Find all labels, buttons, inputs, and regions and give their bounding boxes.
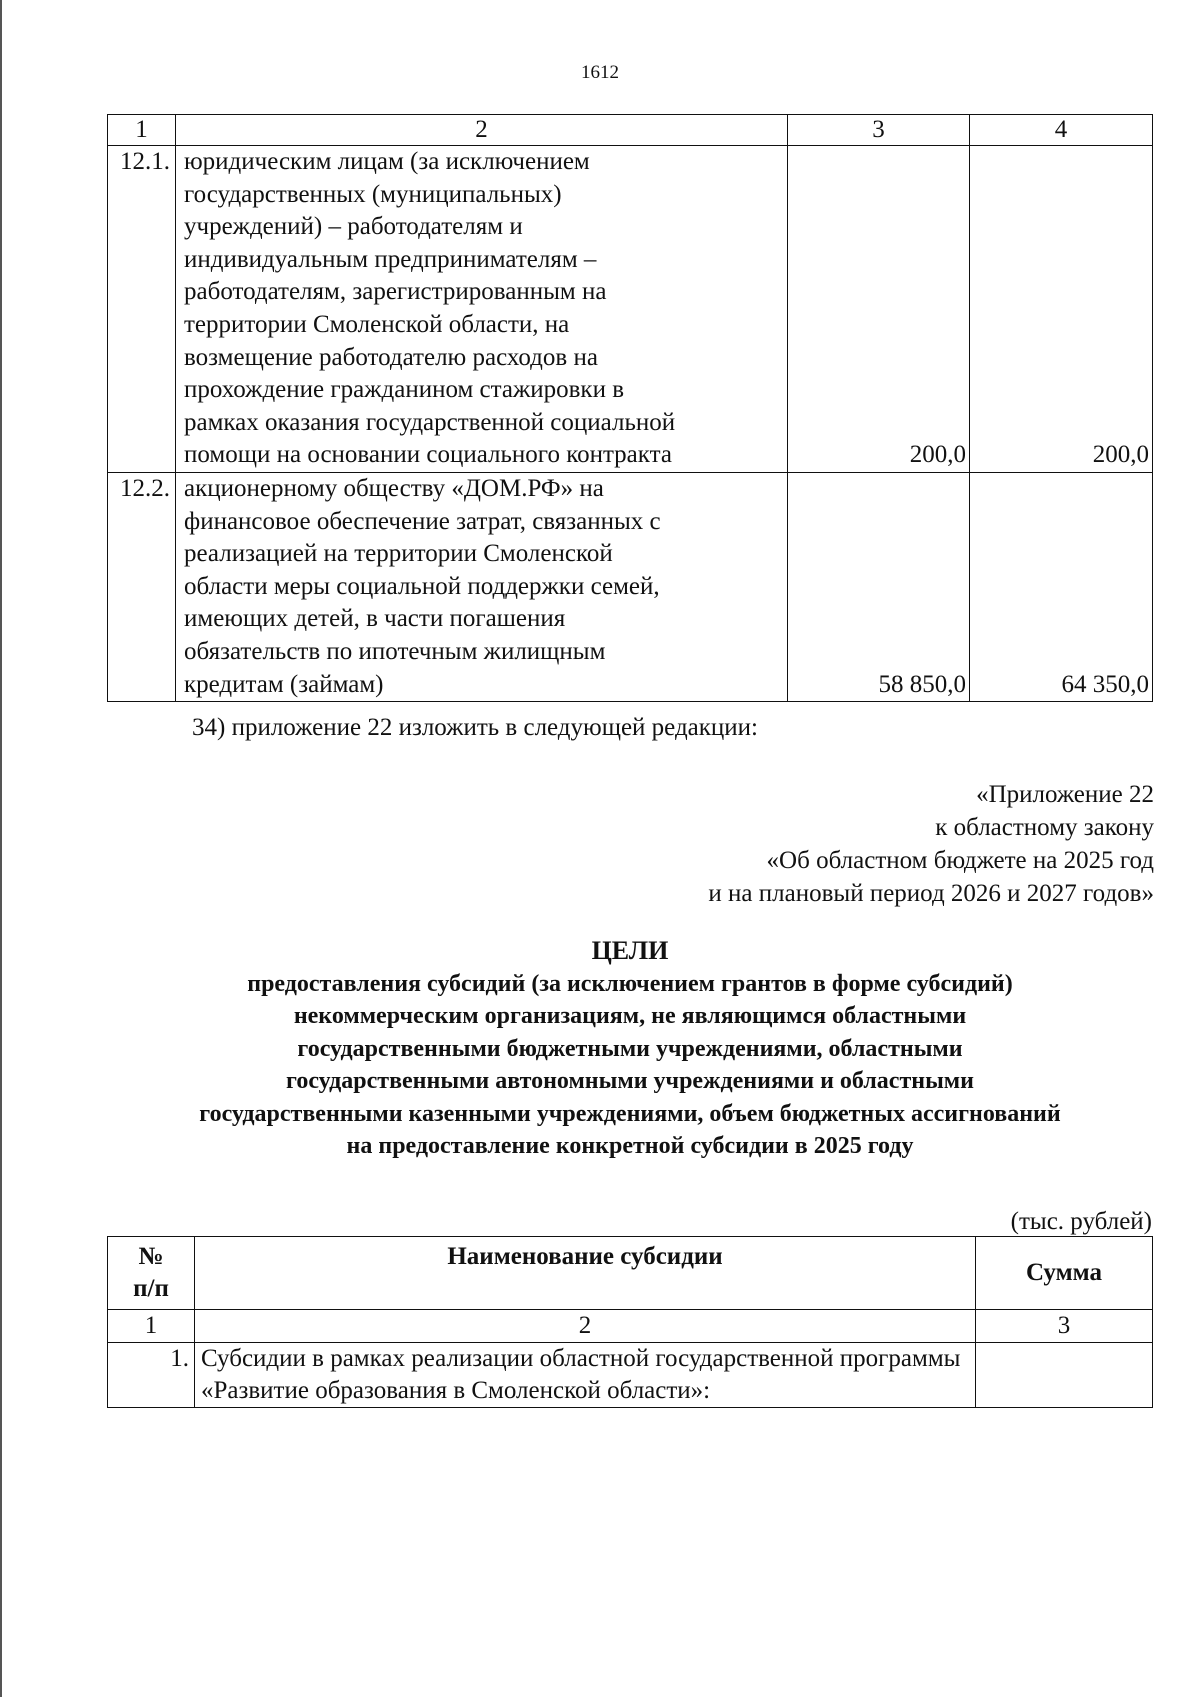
text-line: акционерному обществу «ДОМ.РФ» на — [184, 474, 604, 502]
row-number: 12.2. — [108, 472, 176, 701]
amount-2026: 58 850,0 — [788, 472, 970, 701]
header-cell-3: 3 — [788, 115, 970, 146]
column-number: 2 — [195, 1310, 976, 1343]
header-name: Наименование субсидии — [195, 1237, 976, 1310]
table-header-row — [108, 1237, 1153, 1310]
text-line: прохождение гражданином стажировки в — [184, 376, 625, 404]
text-line: учреждений) – работодателям и — [184, 213, 523, 241]
column-number: 1 — [108, 1310, 195, 1343]
amount-2027: 200,0 — [970, 146, 1153, 473]
paragraph-34: 34) приложение 22 изложить в следующей редакции: — [192, 714, 758, 741]
appendix-reference — [708, 778, 1154, 910]
title-line: предоставления субсидий (за исключением грантов в форме субсидий) — [247, 970, 1013, 997]
continuation-table — [107, 114, 1153, 702]
table-row — [108, 1343, 1153, 1408]
table-header-row — [108, 115, 1153, 146]
amount-2027: 64 350,0 — [970, 472, 1153, 701]
header-cell-1: 1 — [108, 115, 176, 146]
title-line: государственными бюджетными учреждениями, областными — [297, 1035, 963, 1062]
text-line: работодателям, зарегистрированным на — [184, 278, 607, 306]
header-sum: Сумма — [976, 1237, 1153, 1310]
header-num-line: № — [138, 1243, 164, 1270]
appendix-line: «Приложение 22 — [976, 781, 1154, 808]
column-number: 3 — [976, 1310, 1153, 1343]
header-num-line: п/п — [133, 1275, 169, 1302]
table-row — [108, 146, 1153, 473]
appendix-line: и на плановый период 2026 и 2027 годов» — [708, 880, 1154, 907]
text-line: области меры социальной поддержки семей, — [184, 572, 660, 600]
header-cell-2: 2 — [176, 115, 788, 146]
document-title — [100, 935, 1160, 1163]
text-line: финансовое обеспечение затрат, связанных с — [184, 507, 661, 535]
text-line: государственных (муниципальных) — [184, 180, 562, 208]
scan-edge — [0, 0, 2, 1697]
row-description — [195, 1343, 976, 1408]
row-number: 1. — [108, 1343, 195, 1408]
header-num — [108, 1237, 195, 1310]
text-line: индивидуальным предпринимателям – — [184, 245, 597, 273]
page-number: 1612 — [581, 62, 619, 83]
row-description — [176, 472, 788, 701]
text-line: обязательств по ипотечным жилищным — [184, 637, 606, 665]
row-description — [176, 146, 788, 473]
text-line: юридическим лицам (за исключением — [184, 148, 590, 175]
table-row — [108, 472, 1153, 701]
title-line: государственными автономными учреждениями и областными — [286, 1068, 974, 1094]
text-line: помощи на основании социального контракта — [184, 441, 672, 469]
text-line: реализацией на территории Смоленской — [184, 540, 613, 568]
header-cell-4: 4 — [970, 115, 1153, 146]
appendix-line: к областному закону — [935, 814, 1154, 841]
row-sum — [976, 1343, 1153, 1408]
text-line: Субсидии в рамках реализации областной государственной программы — [201, 1345, 961, 1372]
row-number: 12.1. — [108, 146, 176, 473]
text-line: территории Смоленской области, на — [184, 310, 570, 338]
amount-2026: 200,0 — [788, 146, 970, 473]
text-line: возмещение работодателю расходов на — [184, 343, 598, 371]
text-line: имеющих детей, в части погашения — [184, 605, 566, 633]
title-line: некоммерческим организациям, не являющимся областными — [293, 1003, 967, 1029]
title-line: государственными казенными учреждениями, объем бюджетных ассигнований — [199, 1100, 1061, 1127]
title-line: на предоставление конкретной субсидии в 2025 году — [346, 1133, 914, 1159]
subsidies-table — [107, 1236, 1153, 1408]
text-line: кредитам (займам) — [184, 670, 384, 698]
title-main: ЦЕЛИ — [591, 936, 669, 965]
units-label: (тыс. рублей) — [1010, 1208, 1152, 1235]
column-numbers-row — [108, 1310, 1153, 1343]
text-line: «Развитие образования в Смоленской области»: — [201, 1377, 711, 1404]
appendix-line: «Об областном бюджете на 2025 год — [766, 847, 1154, 874]
text-line: рамках оказания государственной социальной — [184, 408, 676, 436]
